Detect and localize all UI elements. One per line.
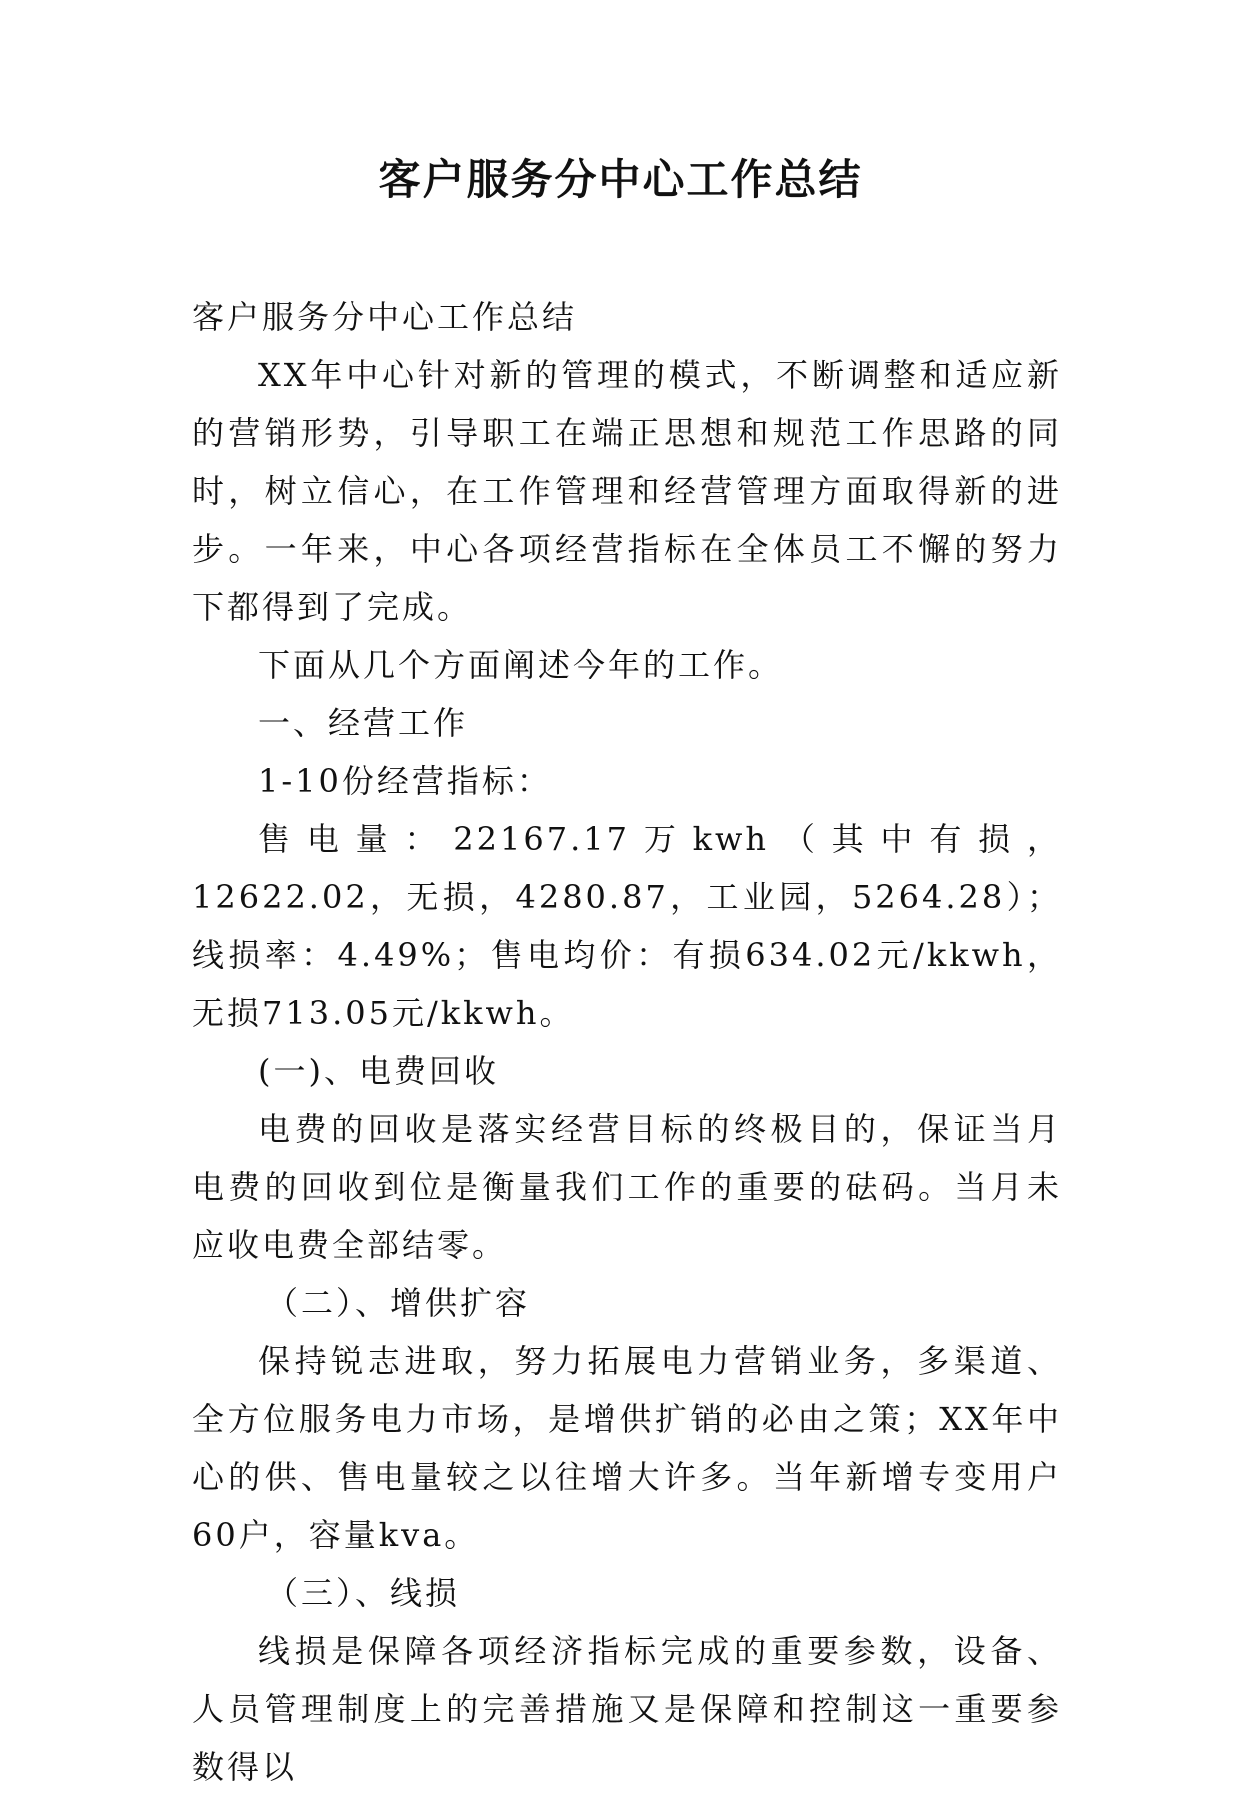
capacity-paragraph: 保持锐志进取，努力拓展电力营销业务，多渠道、全方位服务电力市场，是增供扩销的必由之策；XX年中心的供、售电量较之以往增大许多。当年新增专变用户60户，容量kva。	[192, 1342, 1062, 1554]
overview-paragraph: 下面从几个方面阐述今年的工作。	[258, 646, 784, 684]
fee-collection-paragraph: 电费的回收是落实经营目标的终极目的，保证当月电费的回收到位是衡量我们工作的重要的砝码。当月未应收电费全部结零。	[192, 1110, 1062, 1264]
section-heading-operations: 一、经营工作	[258, 704, 469, 742]
subsection-heading-line-loss: （三）、线损	[266, 1574, 461, 1612]
subsection-heading-fee-collection: (一)、电费回收	[258, 1052, 499, 1090]
intro-paragraph: XX年中心针对新的管理的模式，不断调整和适应新的营销形势，引导职工在端正思想和规范工作思路的同时，树立信心，在工作管理和经营管理方面取得新的进步。一年来，中心各项经营指标在全体员工不懈的努力下都得到了完成。	[192, 356, 1062, 626]
body-heading: 客户服务分中心工作总结	[192, 298, 578, 336]
document-body	[192, 288, 1062, 1796]
subsection-heading-capacity: （二）、增供扩容	[266, 1284, 531, 1322]
document-title: 客户服务分中心工作总结	[378, 155, 863, 204]
indicators-paragraph: 售电量：22167.17万kwh（其中有损，12622.02，无损，4280.87，工业园，5264.28）；线损率：4.49%；售电均价：有损634.02元/kkwh，无损713.05元/kkwh。	[192, 820, 1062, 1032]
indicators-heading: 1-10份经营指标：	[258, 762, 552, 800]
line-loss-paragraph: 线损是保障各项经济指标完成的重要参数，设备、人员管理制度上的完善措施又是保障和控制这一重要参数得以	[192, 1632, 1062, 1786]
